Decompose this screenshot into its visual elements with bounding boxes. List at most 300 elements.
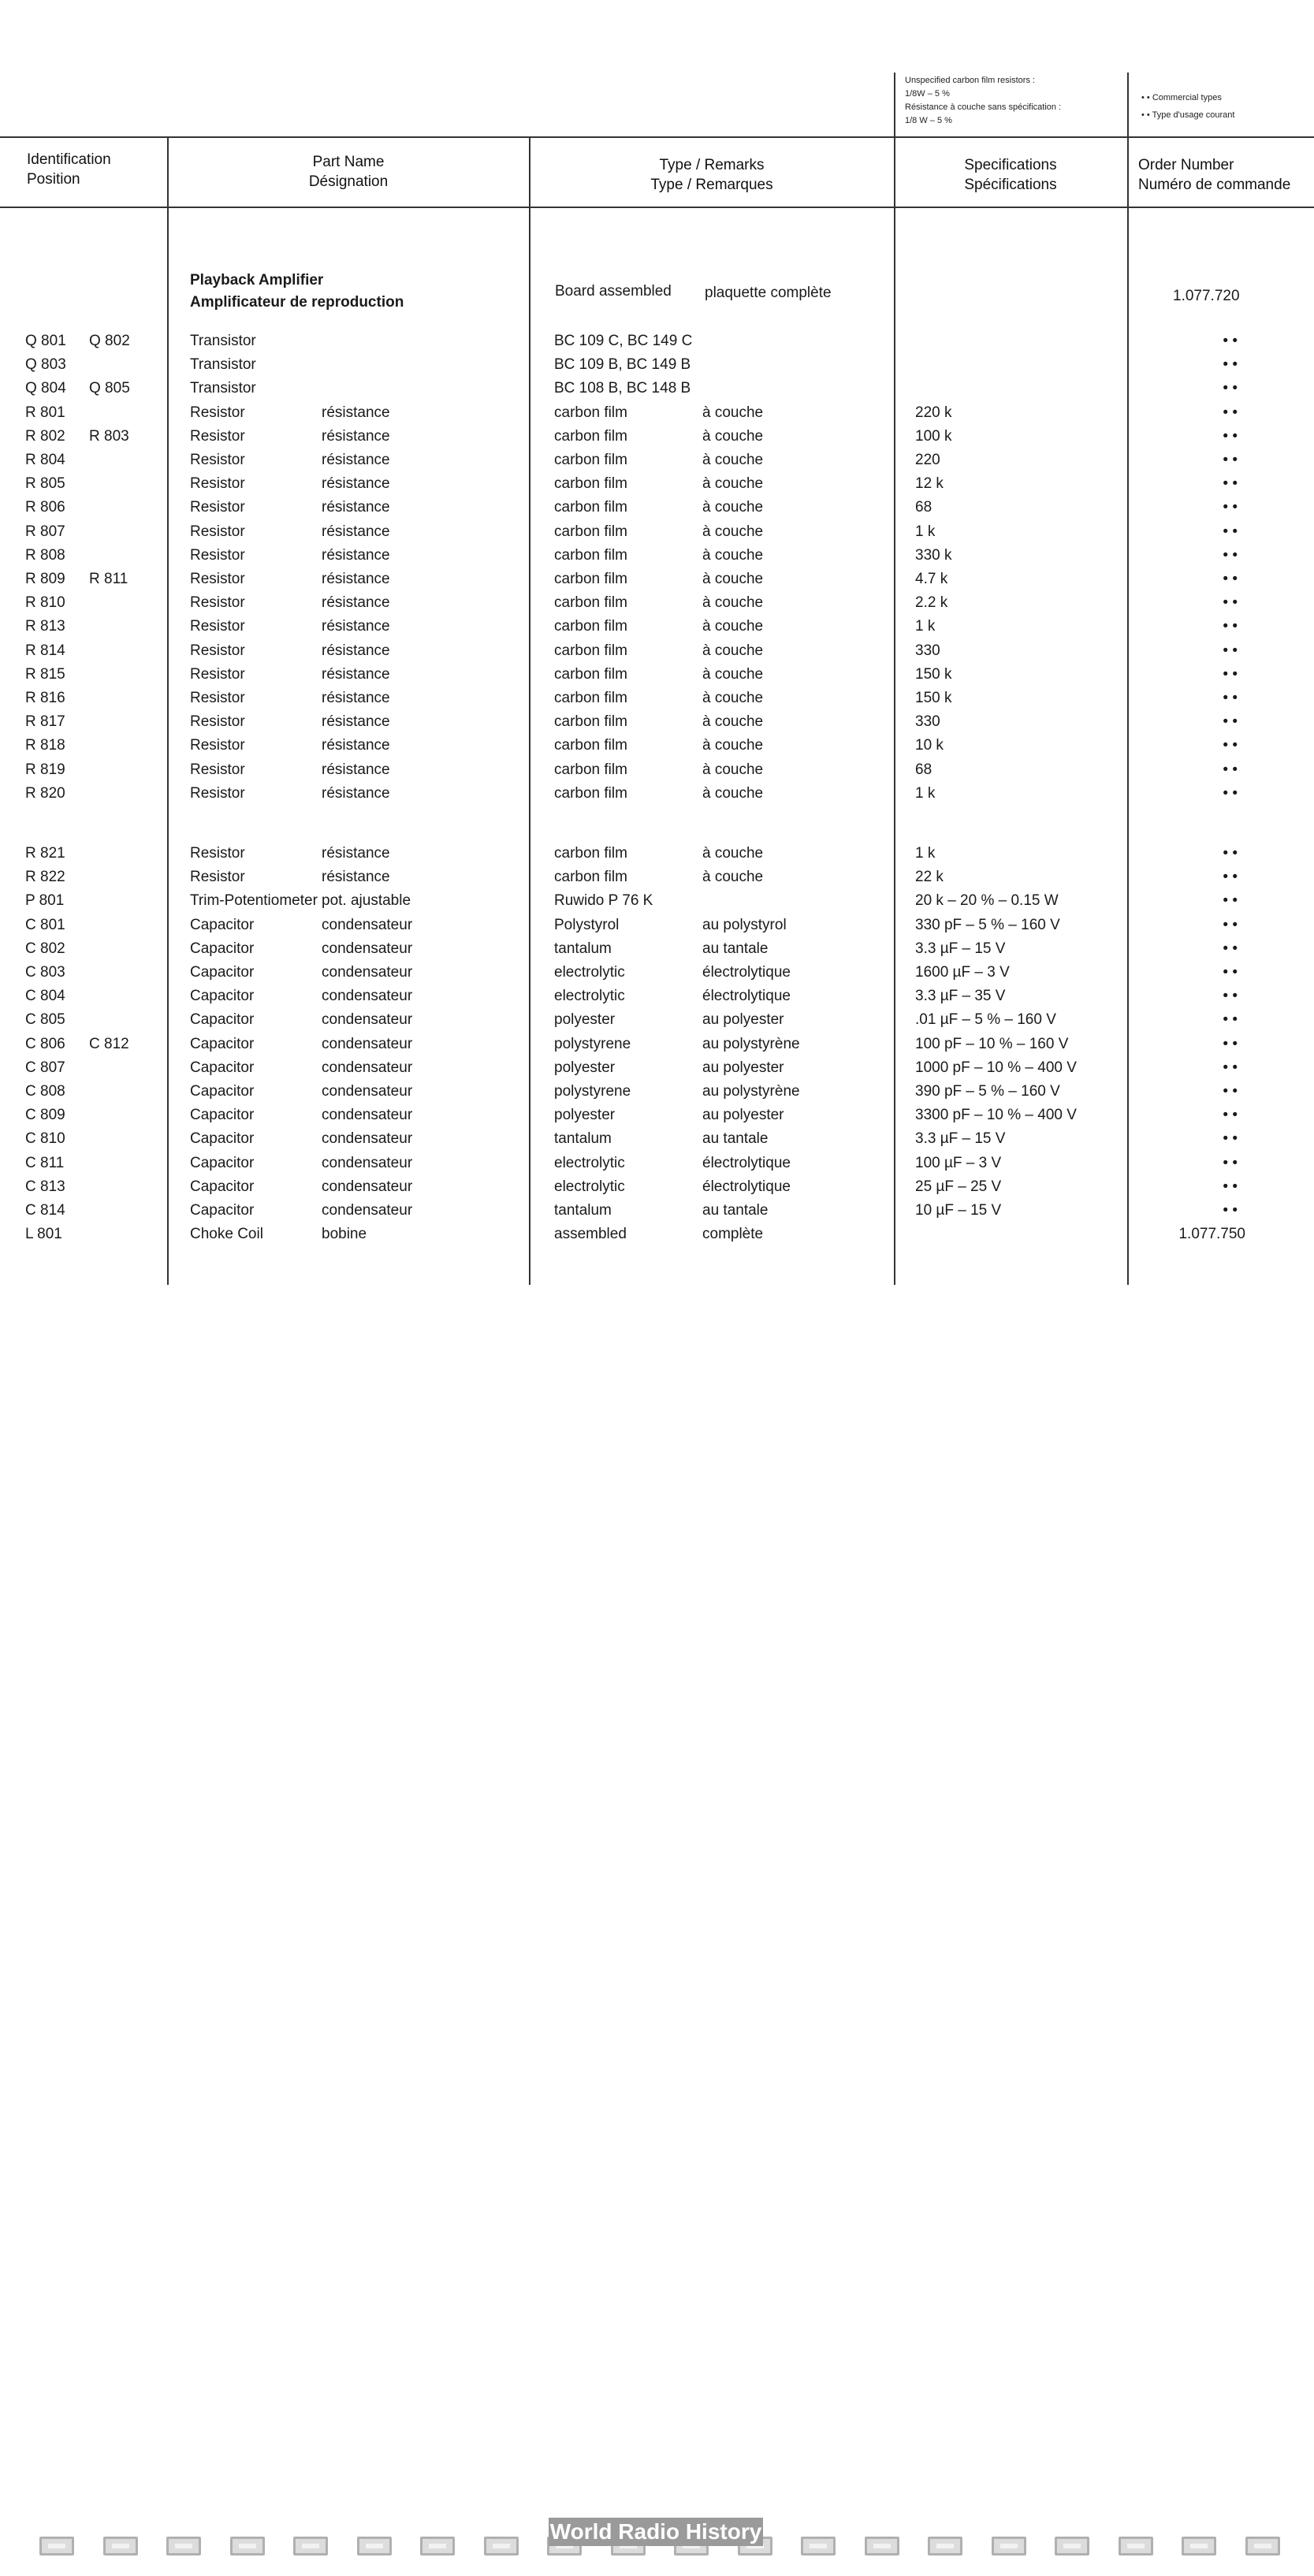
position-primary: C 808 [25,1083,65,1100]
part-name-en: Capacitor [190,988,255,1004]
type-fr: électrolytique [702,988,791,1004]
order-number: • • [1223,713,1238,730]
position-secondary: C 812 [89,1036,129,1052]
position-primary: R 816 [25,690,65,706]
type-en: carbon film [554,761,627,778]
type-fr: au polystyrène [702,1036,800,1052]
part-name-fr: résistance [322,869,390,885]
type-en: carbon film [554,642,627,659]
specification: 330 pF – 5 % – 160 V [915,917,1060,933]
specification: 100 pF – 10 % – 160 V [915,1036,1069,1052]
order-number: • • [1223,845,1238,862]
resistor-note-line: Unspecified carbon film resistors : [905,76,1036,85]
position-primary: R 808 [25,547,65,564]
type-en: carbon film [554,571,627,587]
position-primary: C 810 [25,1130,65,1147]
order-number: • • [1223,404,1238,421]
type-en: tantalum [554,1202,612,1219]
column-divider-4 [1127,137,1129,1285]
specification: 1600 µF – 3 V [915,964,1010,981]
part-name-en: Resistor [190,785,245,802]
position-secondary: R 803 [89,428,129,445]
header-bottom-rule [0,207,1314,208]
part-name-en: Capacitor [190,1011,255,1028]
position-primary: C 804 [25,988,65,1004]
type-en: carbon film [554,475,627,492]
type-fr: à couche [702,452,764,468]
type-en: polyester [554,1107,616,1123]
resistor-note [905,74,1061,128]
type-en: tantalum [554,1130,612,1147]
perforation-mark [865,2537,899,2556]
type-fr: à couche [702,547,764,564]
specification: 150 k [915,690,952,706]
type-en: carbon film [554,618,627,635]
order-number: • • [1223,940,1238,957]
type-en: carbon film [554,452,627,468]
perforation-mark [1182,2537,1216,2556]
type-fr: complète [702,1226,764,1242]
position-primary: C 814 [25,1202,65,1219]
part-name-fr: résistance [322,690,390,706]
type-fr: à couche [702,404,764,421]
type-en: carbon film [554,690,627,706]
part-name-fr: résistance [322,571,390,587]
type-en: electrolytic [554,1178,625,1195]
header-type-remarks-fr: Type / Remarques [650,177,773,193]
part-name-en: Resistor [190,737,245,754]
type-fr: à couche [702,737,764,754]
position-primary: Q 803 [25,356,66,373]
specification: 1 k [915,523,936,540]
order-number: • • [1223,642,1238,659]
position-primary: C 807 [25,1059,65,1076]
type-fr: au polystyrol [702,917,787,933]
resistor-note-line: 1/8W – 5 % [905,89,950,99]
note-divider-left [894,73,895,137]
part-name-en: Capacitor [190,1178,255,1195]
type-en: carbon film [554,404,627,421]
part-name-fr: condensateur [322,1036,413,1052]
order-number: • • [1223,571,1238,587]
part-name-fr: condensateur [322,1130,413,1147]
position-primary: C 802 [25,940,65,957]
specification: 1000 pF – 10 % – 400 V [915,1059,1077,1076]
header-identification [27,150,161,189]
type-fr: à couche [702,761,764,778]
header-specifications [895,155,1126,195]
header-part-name-fr: Désignation [308,173,389,190]
type-en: Ruwido P 76 K [554,892,653,909]
specification: 100 µF – 3 V [915,1155,1002,1171]
type-fr: au tantale [702,1130,769,1147]
type-en: polystyrene [554,1083,631,1100]
order-number: • • [1223,356,1238,373]
specification: 3.3 µF – 15 V [915,1130,1006,1147]
position-primary: L 801 [25,1226,62,1242]
header-type-remarks [530,155,893,195]
part-name-en: Capacitor [190,1130,255,1147]
perforation-mark [484,2537,519,2556]
specification: 1 k [915,845,936,862]
part-name-en: Resistor [190,475,245,492]
position-primary: C 813 [25,1178,65,1195]
header-specifications-en: Specifications [964,157,1057,173]
specification: 10 k [915,737,944,754]
part-name-en: Capacitor [190,1202,255,1219]
specification: 220 k [915,404,952,421]
order-number: • • [1223,1178,1238,1195]
order-number: • • [1223,547,1238,564]
perforation-mark [928,2537,962,2556]
part-name-fr: résistance [322,452,390,468]
type-fr: à couche [702,666,764,683]
commercial-note-line: • • Type d'usage courant [1141,110,1235,120]
order-number: 1.077.750 [1178,1226,1245,1242]
perforation-mark [103,2537,138,2556]
perforation-mark [801,2537,836,2556]
type-en: electrolytic [554,1155,625,1171]
part-name-en: Resistor [190,428,245,445]
header-specifications-fr: Spécifications [964,177,1057,193]
part-name-en: Resistor [190,761,245,778]
specification: 68 [915,761,932,778]
position-primary: R 819 [25,761,65,778]
part-name-fr: résistance [322,737,390,754]
position-primary: R 801 [25,404,65,421]
specification: 10 µF – 15 V [915,1202,1002,1219]
perforation-mark [166,2537,201,2556]
order-number: • • [1223,1130,1238,1147]
part-name-fr: condensateur [322,1059,413,1076]
type-en: carbon film [554,523,627,540]
position-primary: R 815 [25,666,65,683]
order-number: • • [1223,666,1238,683]
part-name-fr: résistance [322,642,390,659]
type-fr: à couche [702,690,764,706]
order-number: • • [1223,523,1238,540]
part-name-fr: résistance [322,428,390,445]
perforation-mark [420,2537,455,2556]
order-number: • • [1223,380,1238,396]
perforation-mark [293,2537,328,2556]
type-fr: à couche [702,642,764,659]
position-primary: C 805 [25,1011,65,1028]
part-name-fr: résistance [322,618,390,635]
specification: 390 pF – 5 % – 160 V [915,1083,1060,1100]
type-fr: à couche [702,523,764,540]
header-order-number-fr: Numéro de commande [1138,177,1291,193]
type-fr: à couche [702,499,764,516]
commercial-types-note [1141,89,1234,124]
assembly-type-fr: plaquette complète [705,285,832,301]
part-name-en: Resistor [190,571,245,587]
position-secondary: R 811 [89,571,128,587]
specification: 2.2 k [915,594,948,611]
part-name-fr: condensateur [322,964,413,981]
position-primary: C 809 [25,1107,65,1123]
part-name-fr: condensateur [322,940,413,957]
part-name-en: Choke Coil [190,1226,263,1242]
position-primary: R 814 [25,642,65,659]
type-en: carbon film [554,428,627,445]
order-number: • • [1223,1083,1238,1100]
type-fr: électrolytique [702,964,791,981]
part-name-fr: condensateur [322,1011,413,1028]
type-en: BC 108 B, BC 148 B [554,380,691,396]
type-en: Polystyrol [554,917,620,933]
order-number: • • [1223,917,1238,933]
type-fr: à couche [702,713,764,730]
specification: 220 [915,452,940,468]
assembly-type-en: Board assembled [555,283,672,300]
order-number: • • [1223,333,1238,349]
position-primary: Q 804 [25,380,66,396]
part-name-en: Capacitor [190,917,255,933]
type-fr: à couche [702,475,764,492]
part-name-fr: condensateur [322,1178,413,1195]
type-en: polyester [554,1059,616,1076]
order-number: • • [1223,1036,1238,1052]
specification: 20 k – 20 % – 0.15 W [915,892,1059,909]
type-en: polyester [554,1011,616,1028]
order-number: • • [1223,452,1238,468]
header-order-number-en: Order Number [1138,157,1234,173]
part-name-en: Transistor [190,333,256,349]
specification: 3.3 µF – 35 V [915,988,1006,1004]
type-en: carbon film [554,713,627,730]
part-name-fr: résistance [322,761,390,778]
column-divider-1 [167,137,169,1285]
type-fr: à couche [702,428,764,445]
perforation-mark [1055,2537,1089,2556]
perforation-mark [357,2537,392,2556]
resistor-note-line: 1/8 W – 5 % [905,116,952,125]
part-name-en: Capacitor [190,940,255,957]
position-primary: R 818 [25,737,65,754]
part-name-fr: résistance [322,547,390,564]
type-fr: au polyester [702,1011,784,1028]
part-name-en: Resistor [190,713,245,730]
header-identification-fr: Position [27,171,80,188]
position-primary: R 817 [25,713,65,730]
order-number: • • [1223,1011,1238,1028]
part-name-en: Resistor [190,547,245,564]
specification: 4.7 k [915,571,948,587]
type-fr: à couche [702,869,764,885]
order-number: • • [1223,618,1238,635]
part-name-fr: condensateur [322,988,413,1004]
commercial-note-line: • • Commercial types [1141,93,1222,102]
part-name-en: Resistor [190,666,245,683]
position-primary: R 810 [25,594,65,611]
type-en: carbon film [554,594,627,611]
order-number: • • [1223,964,1238,981]
type-en: carbon film [554,737,627,754]
order-number: • • [1223,594,1238,611]
position-primary: C 803 [25,964,65,981]
part-name-fr: résistance [322,845,390,862]
part-name-en: Resistor [190,452,245,468]
order-number: • • [1223,1202,1238,1219]
part-name-fr: condensateur [322,1083,413,1100]
part-name-en: Trim-Potentiometer [190,892,318,909]
type-fr: électrolytique [702,1155,791,1171]
type-en: carbon film [554,547,627,564]
perforation-mark [39,2537,74,2556]
column-divider-3 [894,137,895,1285]
perforation-mark [1245,2537,1280,2556]
part-name-fr: résistance [322,475,390,492]
position-primary: R 821 [25,845,65,862]
position-secondary: Q 802 [89,333,130,349]
order-number: • • [1223,690,1238,706]
specification: 68 [915,499,932,516]
specification: 1 k [915,785,936,802]
assembly-name-en: Playback Amplifier [190,272,324,288]
assembly-name-fr: Amplificateur de reproduction [190,294,404,311]
part-name-en: Resistor [190,690,245,706]
type-fr: à couche [702,594,764,611]
type-en: electrolytic [554,988,625,1004]
perforation-mark [1119,2537,1153,2556]
specification: 330 [915,642,940,659]
type-fr: à couche [702,618,764,635]
type-fr: au tantale [702,940,769,957]
part-name-fr: condensateur [322,917,413,933]
part-name-fr: condensateur [322,1107,413,1123]
order-number: • • [1223,475,1238,492]
type-en: carbon film [554,869,627,885]
position-primary: R 813 [25,618,65,635]
perforation-mark [992,2537,1026,2556]
part-name-fr: bobine [322,1226,367,1242]
type-fr: au polyester [702,1107,784,1123]
header-identification-en: Identification [27,151,111,168]
perforation-mark [230,2537,265,2556]
part-name-en: Resistor [190,642,245,659]
header-type-remarks-en: Type / Remarks [659,157,765,173]
position-primary: R 805 [25,475,65,492]
part-name-fr: résistance [322,666,390,683]
part-name-en: Resistor [190,869,245,885]
specification: 150 k [915,666,952,683]
part-name-fr: résistance [322,404,390,421]
part-name-en: Resistor [190,499,245,516]
type-en: polystyrene [554,1036,631,1052]
order-number: • • [1223,988,1238,1004]
part-name-en: Transistor [190,380,256,396]
specification: 1 k [915,618,936,635]
position-primary: R 806 [25,499,65,516]
column-divider-2 [529,137,530,1285]
part-name-fr: condensateur [322,1202,413,1219]
order-number: • • [1223,1107,1238,1123]
type-en: BC 109 C, BC 149 C [554,333,693,349]
part-name-en: Capacitor [190,1107,255,1123]
position-primary: C 811 [25,1155,65,1171]
specification: 12 k [915,475,944,492]
order-number: • • [1223,499,1238,516]
table-top-rule [0,136,1314,138]
order-number: • • [1223,869,1238,885]
position-primary: Q 801 [25,333,66,349]
part-name-en: Capacitor [190,1083,255,1100]
order-number: • • [1223,892,1238,909]
part-name-en: Transistor [190,356,256,373]
part-name-en: Capacitor [190,1036,255,1052]
position-primary: R 809 [25,571,65,587]
header-part-name [169,152,528,192]
position-primary: R 802 [25,428,65,445]
specification: 3300 pF – 10 % – 400 V [915,1107,1077,1123]
specification: 100 k [915,428,952,445]
type-en: assembled [554,1226,627,1242]
specification: 25 µF – 25 V [915,1178,1002,1195]
order-number: • • [1223,737,1238,754]
order-number: • • [1223,1155,1238,1171]
type-en: electrolytic [554,964,625,981]
order-number: • • [1223,785,1238,802]
specification: 330 [915,713,940,730]
order-number: • • [1223,761,1238,778]
part-name-fr: pot. ajustable [322,892,411,909]
position-primary: R 822 [25,869,65,885]
type-en: carbon film [554,785,627,802]
position-primary: C 806 [25,1036,65,1052]
specification: .01 µF – 5 % – 160 V [915,1011,1056,1028]
type-fr: au polystyrène [702,1083,800,1100]
note-divider-right [1127,73,1129,137]
position-primary: R 807 [25,523,65,540]
part-name-en: Capacitor [190,1059,255,1076]
specification: 3.3 µF – 15 V [915,940,1006,957]
resistor-note-line: Résistance à couche sans spécification : [905,102,1062,112]
type-fr: à couche [702,571,764,587]
header-part-name-en: Part Name [312,154,385,170]
watermark: World Radio History [549,2518,763,2546]
type-en: carbon film [554,499,627,516]
part-name-en: Resistor [190,618,245,635]
part-name-fr: résistance [322,523,390,540]
part-name-en: Capacitor [190,964,255,981]
part-name-fr: condensateur [322,1155,413,1171]
type-fr: au tantale [702,1202,769,1219]
header-order-number [1138,155,1314,195]
position-primary: C 801 [25,917,65,933]
part-name-en: Resistor [190,523,245,540]
part-name-fr: résistance [322,713,390,730]
part-name-en: Resistor [190,404,245,421]
part-name-en: Capacitor [190,1155,255,1171]
part-name-en: Resistor [190,845,245,862]
position-secondary: Q 805 [89,380,130,396]
specification: 330 k [915,547,952,564]
part-name-fr: résistance [322,594,390,611]
type-en: carbon film [554,666,627,683]
part-name-fr: résistance [322,499,390,516]
part-name-fr: résistance [322,785,390,802]
type-fr: à couche [702,845,764,862]
position-primary: R 820 [25,785,65,802]
part-name-en: Resistor [190,594,245,611]
type-fr: au polyester [702,1059,784,1076]
assembly-order-number: 1.077.720 [1173,288,1240,304]
order-number: • • [1223,1059,1238,1076]
type-fr: à couche [702,785,764,802]
order-number: • • [1223,428,1238,445]
position-primary: P 801 [25,892,65,909]
